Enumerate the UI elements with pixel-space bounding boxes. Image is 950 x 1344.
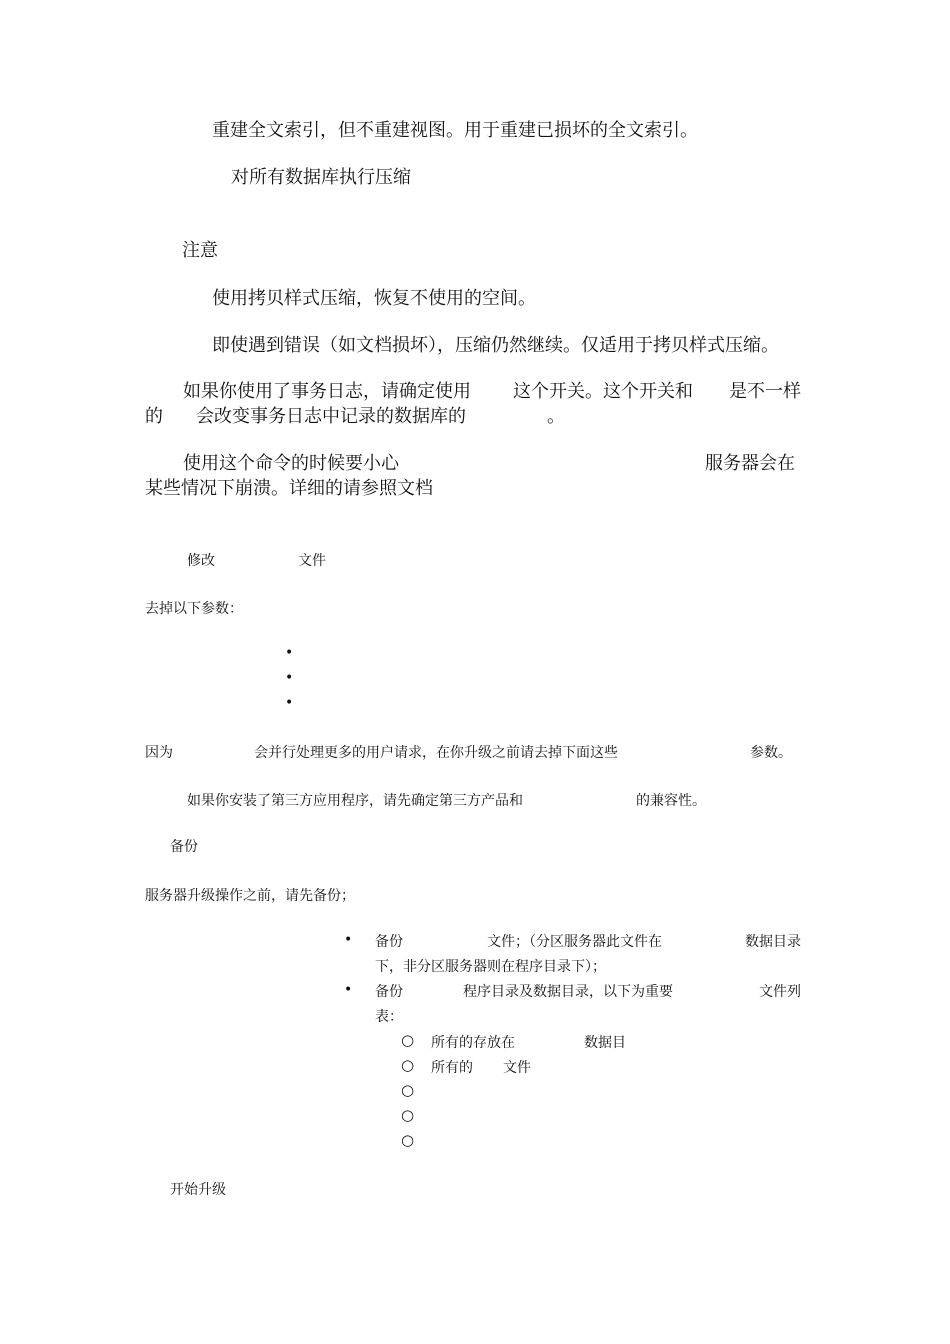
backup-item2-text-4: 表： [375, 1009, 403, 1025]
txlog-text-3: 是不一样 [729, 381, 801, 402]
txlog-text-5: 会改变事务日志中记录的数据库的 [196, 406, 466, 427]
sub-bullet-marker: ○ [401, 1106, 415, 1124]
bullet-marker: • [285, 645, 294, 661]
because-text-1: 因为 [145, 745, 173, 761]
sub-bullet-marker: ○ [401, 1081, 415, 1099]
caution-text-3: 某些情况下崩溃。详细的请参照文档 [145, 478, 433, 499]
backup-sub1-text-2: 数据目 [584, 1035, 626, 1051]
third-party-text-2: 的兼容性。 [636, 793, 706, 809]
compact-all-line: 对所有数据库执行压缩 [231, 167, 411, 188]
backup-item2-text-3: 文件列 [759, 984, 801, 1000]
txlog-text-4: 的 [145, 406, 163, 427]
txlog-text-6: 。 [547, 406, 565, 427]
modify-heading-part2: 文件 [298, 553, 326, 569]
backup-sub2-text-2: 文件 [503, 1060, 531, 1076]
because-text-2: 会并行处理更多的用户请求，在你升级之前请去掉下面这些 [254, 745, 618, 761]
third-party-text-1: 如果你安装了第三方应用程序，请先确定第三方产品和 [187, 793, 523, 809]
note-continue-on-error-line: 即使遇到错误（如文档损坏），压缩仍然继续。仅适用于拷贝样式压缩。 [212, 335, 779, 356]
sub-bullet-marker: ○ [401, 1056, 415, 1074]
backup-item1-text-4: 下，非分区服务器则在程序目录下）； [375, 959, 606, 975]
backup-sub2-text-1: 所有的 [431, 1060, 473, 1076]
backup-item2-text-2: 程序目录及数据目录，以下为重要 [463, 984, 673, 1000]
bullet-marker: • [285, 695, 294, 711]
backup-intro: 服务器升级操作之前，请先备份； [145, 888, 355, 904]
bullet-marker: • [344, 982, 353, 998]
note-copy-style-line: 使用拷贝样式压缩，恢复不使用的空间。 [212, 288, 536, 309]
backup-item1-text-1: 备份 [375, 934, 403, 950]
backup-item2-text-1: 备份 [375, 984, 403, 1000]
backup-heading: 备份 [170, 839, 198, 855]
caution-text-2: 服务器会在 [705, 453, 795, 474]
backup-item1-text-3: 数据目录 [745, 934, 801, 950]
sub-bullet-marker: ○ [401, 1131, 415, 1149]
remove-params-heading: 去掉以下参数： [145, 601, 243, 617]
backup-item1-text-2: 文件；（分区服务器此文件在 [487, 934, 662, 950]
txlog-text-1: 如果你使用了事务日志，请确定使用 [183, 381, 471, 402]
bullet-marker: • [344, 932, 353, 948]
bullet-marker: • [285, 670, 294, 686]
note-heading: 注意 [182, 240, 218, 261]
backup-sub1-text-1: 所有的存放在 [431, 1035, 515, 1051]
caution-text-1: 使用这个命令的时候要小心 [183, 453, 399, 474]
rebuild-fulltext-line: 重建全文索引，但不重建视图。用于重建已损坏的全文索引。 [212, 120, 698, 141]
modify-heading-part1: 修改 [187, 553, 215, 569]
txlog-text-2: 这个开关。这个开关和 [513, 381, 693, 402]
sub-bullet-marker: ○ [401, 1031, 415, 1049]
start-upgrade-heading: 开始升级 [170, 1182, 226, 1198]
because-text-3: 参数。 [750, 745, 792, 761]
